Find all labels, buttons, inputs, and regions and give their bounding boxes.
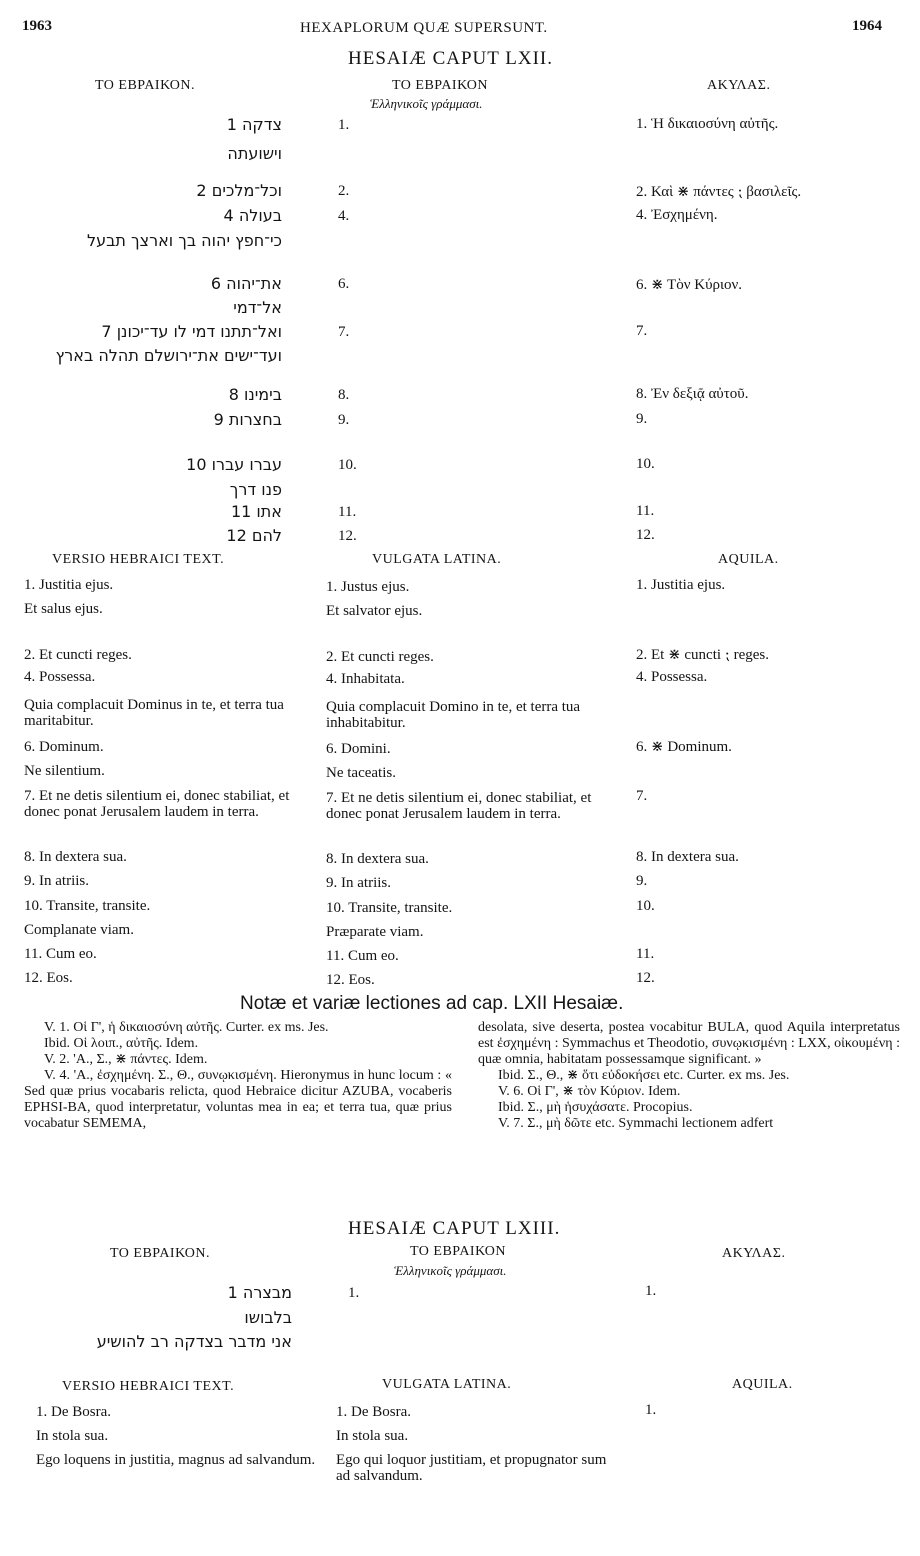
aquila-greek-line: 1. Ἡ δικαιοσύνη αὐτῆς. xyxy=(636,116,779,132)
versio-line: 1. Justitia ejus. xyxy=(24,577,114,593)
col-head-aquila-greek-63: ΑΚΥΛΑΣ. xyxy=(722,1246,786,1261)
vulgata-line: Præparate viam. xyxy=(326,924,424,940)
col-head-aquila-latin-63: AQUILA. xyxy=(732,1377,793,1392)
hebrew-line: אל־דמי xyxy=(233,298,282,317)
hebrew-line: פנו דרך xyxy=(229,480,282,499)
col-head-vulgata: VULGATA LATINA. xyxy=(372,552,502,567)
note-paragraph: V. 1. Οἱ Γ', ἡ δικαιοσύνη αὐτῆς. Curter. ex ms. Jes. xyxy=(44,1020,329,1035)
aquila-latin-line: 9. xyxy=(636,873,648,889)
versio-line: In stola sua. xyxy=(36,1428,109,1444)
vulgata-line: 12. Eos. xyxy=(326,972,375,988)
versio-line: Ego loquens in justitia, magnus ad salvandum. xyxy=(36,1452,316,1468)
running-title: HEXAPLORUM QUÆ SUPERSUNT. xyxy=(300,20,548,36)
versio-line: 6. Dominum. xyxy=(24,739,104,755)
aquila-greek-line: 2. Καὶ ⋇ πάντες ⁏ βασιλεῖς. xyxy=(636,184,802,200)
note-paragraph: V. 2. 'Α., Σ., ⋇ πάντες. Idem. xyxy=(44,1052,208,1067)
vulgata-line: Ne taceatis. xyxy=(326,765,396,781)
vulgata-line: 4. Inhabitata. xyxy=(326,671,405,687)
page-number-right: 1964 xyxy=(852,18,882,34)
translit-verse-number: 12. xyxy=(338,528,357,544)
translit-verse-number: 4. xyxy=(338,208,350,224)
aquila-greek-line: 1. xyxy=(645,1283,657,1299)
note-paragraph: desolata, sive deserta, postea vocabitur BULA, quod Aquila interpretatus est ἐσχημένη : Symmachus et Theodotio, συνῳκισμένη : LXX, οἰκουμένη : quæ omnia, habitatam possessamque significant. » xyxy=(478,1020,900,1067)
aquila-latin-line: 7. xyxy=(636,788,648,804)
note-paragraph: V. 7. Σ., μὴ δῶτε etc. Symmachi lectionem adfert xyxy=(498,1116,774,1131)
vulgata-line: 10. Transite, transite. xyxy=(326,900,453,916)
col-head-aquila-latin: AQUILA. xyxy=(718,552,779,567)
aquila-latin-line: 4. Possessa. xyxy=(636,669,708,685)
notes-title: Notæ et variæ lectiones ad cap. LXII Hesaiæ. xyxy=(240,993,624,1014)
aquila-greek-line: 7. xyxy=(636,323,648,339)
chapter-62-title: HESAIÆ CAPUT LXII. xyxy=(348,48,554,69)
versio-line: 2. Et cuncti reges. xyxy=(24,647,132,663)
note-paragraph: Ibid. Οἱ λοιπ., αὐτῆς. Idem. xyxy=(44,1036,199,1051)
translit-verse-number: 6. xyxy=(338,276,350,292)
hebrew-line: וישועתה xyxy=(227,144,282,163)
chapter-63-title: HESAIÆ CAPUT LXIII. xyxy=(348,1218,561,1239)
notes-left-column xyxy=(24,1020,452,1132)
aquila-latin-line: 1. Justitia ejus. xyxy=(636,577,726,593)
aquila-latin-line: 11. xyxy=(636,946,655,962)
aquila-greek-line: 4. Ἐσχημένη. xyxy=(636,207,718,223)
hebrew-line: בימינו 8 xyxy=(228,385,282,404)
col-head-translit-sub-63: Ἑλληνικοῖς γράμμασι. xyxy=(394,1263,507,1278)
vulgata-line: 1. De Bosra. xyxy=(336,1404,411,1420)
versio-line: Complanate viam. xyxy=(24,922,134,938)
versio-line: 10. Transite, transite. xyxy=(24,898,151,914)
translit-verse-number: 8. xyxy=(338,387,350,403)
translit-verse-number: 1. xyxy=(348,1285,360,1301)
page-number-left: 1963 xyxy=(22,18,52,34)
col-head-versio: VERSIO HEBRAICI TEXT. xyxy=(52,552,225,567)
aquila-latin-line: 1. xyxy=(645,1402,657,1418)
note-paragraph: V. 6. Οἱ Γ', ⋇ τὸν Κύριον. Idem. xyxy=(498,1084,681,1099)
hebrew-line: ועד־ישים את־ירושלם תהלה בארץ xyxy=(55,346,282,365)
vulgata-line: Quia complacuit Domino in te, et terra tua inhabitabitur. xyxy=(326,699,581,731)
hebrew-line: אני מדבר בצדקה רב להושיע xyxy=(96,1332,292,1351)
aquila-latin-line: 8. In dextera sua. xyxy=(636,849,739,865)
hebrew-line: את־יהוה 6 xyxy=(210,274,282,293)
translit-verse-number: 9. xyxy=(338,412,350,428)
vulgata-line: 7. Et ne detis silentium ei, donec stabiliat, et donec ponat Jerusalem laudem in terra. xyxy=(326,790,592,822)
hebrew-line: מבצרה 1 xyxy=(227,1283,292,1302)
translit-verse-number: 10. xyxy=(338,457,357,473)
note-paragraph: Ibid. Σ., Θ., ⋇ ὅτι εὐδοκήσει etc. Curter. ex ms. Jes. xyxy=(498,1068,790,1083)
versio-line: 12. Eos. xyxy=(24,970,73,986)
col-head-translit-63: ΤΟ ΕΒΡΑΙΚΟΝ xyxy=(410,1244,506,1259)
versio-line: 4. Possessa. xyxy=(24,669,96,685)
versio-line: Et salus ejus. xyxy=(24,601,103,617)
note-paragraph: V. 4. 'Α., ἐσχημένη. Σ., Θ., συνῳκισμένη. Hieronymus in hunc locum : « Sed quæ prius vocabaris relicta, quod Hebraice dicitur AZUBA, vocaberis EPHSI-BA, quod interpretatur, voluntas mea in ea; et terra tua, quæ prius vocabatur SEMEMA, xyxy=(24,1068,452,1131)
hebrew-line: כי־חפץ יהוה בך וארצך תבעל xyxy=(87,231,282,250)
vulgata-line: 9. In atriis. xyxy=(326,875,391,891)
aquila-greek-line: 9. xyxy=(636,411,648,427)
versio-line: Ne silentium. xyxy=(24,763,105,779)
hebrew-line: בעולה 4 xyxy=(223,206,282,225)
hebrew-line: וכל־מלכים 2 xyxy=(196,181,282,200)
aquila-latin-line: 10. xyxy=(636,898,655,914)
hebrew-line: עברו עברו 10 xyxy=(186,455,282,474)
versio-line: 7. Et ne detis silentium ei, donec stabiliat, et donec ponat Jerusalem laudem in terra. xyxy=(24,788,290,820)
col-head-aquila-greek: ΑΚΥΛΑΣ. xyxy=(707,78,771,93)
aquila-greek-line: 6. ⋇ Τὸν Κύριον. xyxy=(636,277,743,293)
translit-verse-number: 11. xyxy=(338,504,357,520)
versio-line: 8. In dextera sua. xyxy=(24,849,127,865)
vulgata-line: 1. Justus ejus. xyxy=(326,579,410,595)
aquila-greek-line: 8. Ἐν δεξιᾷ αὐτοῦ. xyxy=(636,386,749,402)
versio-line: 9. In atriis. xyxy=(24,873,89,889)
versio-line: 1. De Bosra. xyxy=(36,1404,111,1420)
aquila-latin-line: 12. xyxy=(636,970,655,986)
col-head-hebrew: ΤΟ ΕΒΡΑΙΚΟΝ. xyxy=(95,78,195,93)
aquila-greek-line: 10. xyxy=(636,456,655,472)
col-head-translit: ΤΟ ΕΒΡΑΙΚΟΝ xyxy=(392,78,488,93)
aquila-greek-line: 11. xyxy=(636,503,655,519)
hebrew-line: בחצרות 9 xyxy=(213,410,282,429)
aquila-latin-line: 6. ⋇ Dominum. xyxy=(636,739,732,755)
translit-verse-number: 1. xyxy=(338,117,350,133)
hebrew-line: צדקה 1 xyxy=(226,115,282,134)
vulgata-line: Ego qui loquor justitiam, et propugnator sum ad salvandum. xyxy=(336,1452,607,1484)
hebrew-line: אתו 11 xyxy=(230,502,282,521)
col-head-hebrew-63: ΤΟ ΕΒΡΑΙΚΟΝ. xyxy=(110,1246,210,1261)
col-head-vulgata-63: VULGATA LATINA. xyxy=(382,1377,512,1392)
vulgata-line: 2. Et cuncti reges. xyxy=(326,649,434,665)
aquila-latin-line: 2. Et ⋇ cuncti ⁏ reges. xyxy=(636,647,770,663)
versio-line: Quia complacuit Dominus in te, et terra tua maritabitur. xyxy=(24,697,284,729)
hebrew-line: בלבושו xyxy=(244,1308,292,1327)
col-head-versio-63: VERSIO HEBRAICI TEXT. xyxy=(62,1379,235,1394)
notes-right-column xyxy=(478,1020,900,1132)
aquila-greek-line: 12. xyxy=(636,527,655,543)
hebrew-line: להם 12 xyxy=(226,526,282,545)
vulgata-line: Et salvator ejus. xyxy=(326,603,423,619)
vulgata-line: 6. Domini. xyxy=(326,741,391,757)
col-head-translit-sub: Ἑλληνικοῖς γράμμασι. xyxy=(370,96,483,111)
vulgata-line: 8. In dextera sua. xyxy=(326,851,429,867)
hebrew-line: ואל־תתנו דמי לו עד־יכונן 7 xyxy=(101,322,282,341)
versio-line: 11. Cum eo. xyxy=(24,946,97,962)
note-paragraph: Ibid. Σ., μὴ ἡσυχάσατε. Procopius. xyxy=(498,1100,693,1115)
translit-verse-number: 2. xyxy=(338,183,350,199)
vulgata-line: In stola sua. xyxy=(336,1428,409,1444)
vulgata-line: 11. Cum eo. xyxy=(326,948,399,964)
translit-verse-number: 7. xyxy=(338,324,350,340)
